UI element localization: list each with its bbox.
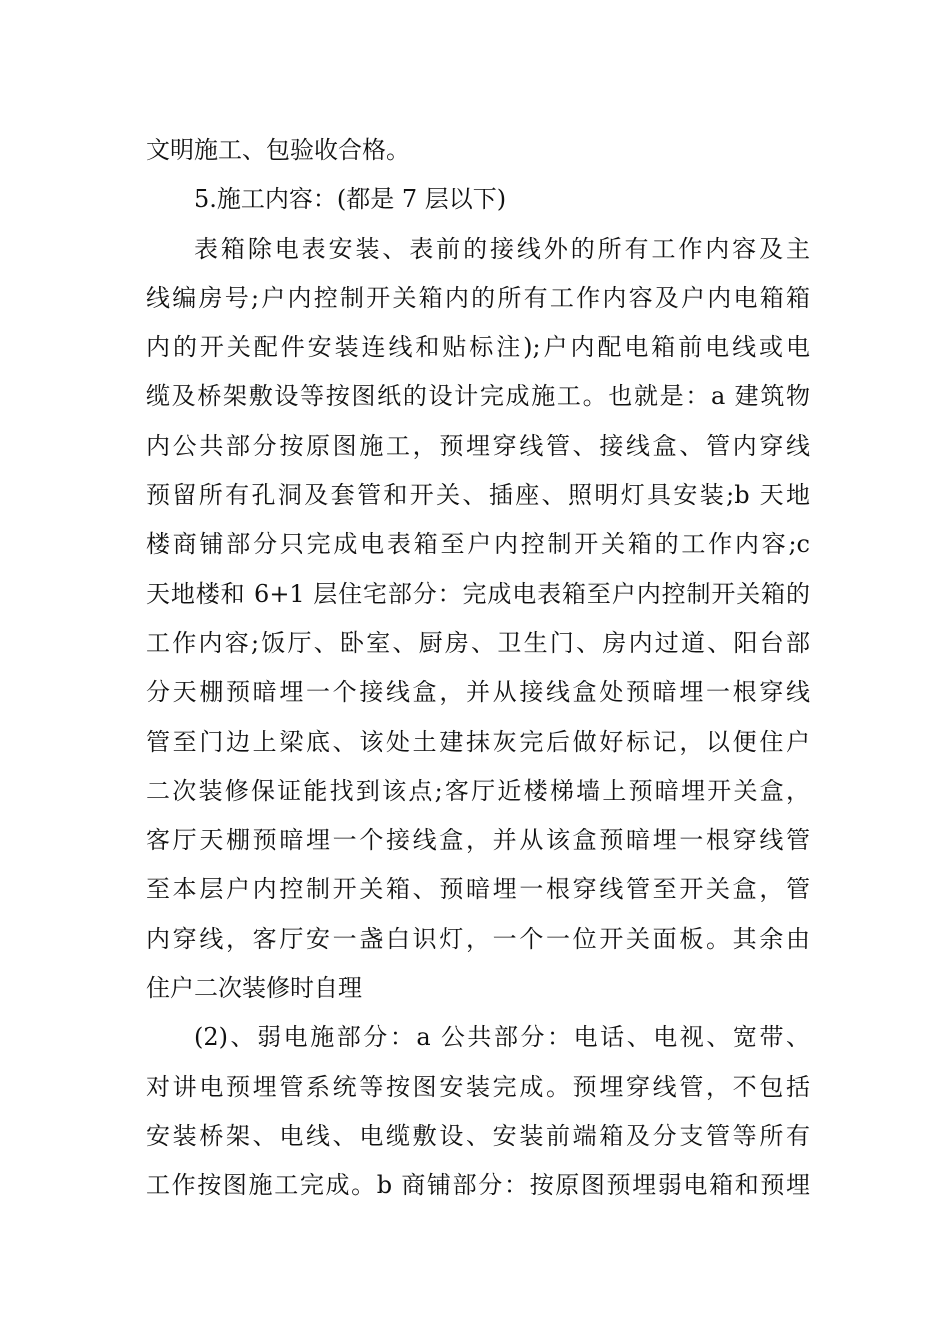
paragraph-first-line: 表箱除电表安装、表前的接线外的所有工作内容及主 [194, 234, 810, 263]
text-line: 分天棚预暗埋一个接线盒，并从接线盒处预暗埋一根穿线 [146, 678, 810, 707]
text-line: 安装桥架、电线、电缆敷设、安装前端箱及分支管等所有 [146, 1121, 810, 1150]
text-line: 内公共部分按原图施工，预埋穿线管、接线盒、管内穿线 [146, 431, 810, 460]
section-heading: 5.施工内容：(都是 7 层以下) [194, 185, 507, 214]
paragraph-last-line: 住户二次装修时自理 [146, 974, 362, 1003]
text-line: 工作内容;饭厅、卧室、厨房、卫生门、房内过道、阳台部 [146, 628, 810, 657]
text-line: 天地楼和 6+1 层住宅部分：完成电表箱至户内控制开关箱的 [146, 579, 810, 608]
text-line: 二次装修保证能找到该点;客厅近楼梯墙上预暗埋开关盒， [146, 776, 810, 805]
text-line: 内的开关配件安装连线和贴标注);户内配电箱前电线或电 [146, 333, 810, 362]
text-line: 至本层户内控制开关箱、预暗埋一根穿线管至开关盒，管 [146, 875, 810, 904]
text-line: 对讲电预埋管系统等按图安装完成。预埋穿线管，不包括 [146, 1072, 810, 1101]
paragraph-first-line: (2)、弱电施部分：a 公共部分：电话、电视、宽带、 [194, 1023, 810, 1052]
text-line: 管至门边上梁底、该处土建抹灰完后做好标记，以便住户 [146, 727, 810, 756]
text-line: 预留所有孔洞及套管和开关、插座、照明灯具安装;b 天地 [146, 481, 810, 510]
text-line: 文明施工、包验收合格。 [146, 136, 410, 164]
body-text [146, 126, 810, 1211]
text-line: 线编房号;户内控制开关箱内的所有工作内容及户内电箱箱 [146, 283, 810, 312]
text-line: 缆及桥架敷设等按图纸的设计完成施工。也就是：a 建筑物 [146, 382, 810, 411]
text-line: 内穿线，客厅安一盏白识灯，一个一位开关面板。其余由 [146, 924, 810, 953]
text-line: 客厅天棚预暗埋一个接线盒，并从该盒预暗埋一根穿线管 [146, 826, 810, 855]
text-line: 楼商铺部分只完成电表箱至户内控制开关箱的工作内容;c [146, 530, 810, 559]
text-line: 工作按图施工完成。b 商铺部分：按原图预埋弱电箱和预埋 [146, 1171, 810, 1200]
